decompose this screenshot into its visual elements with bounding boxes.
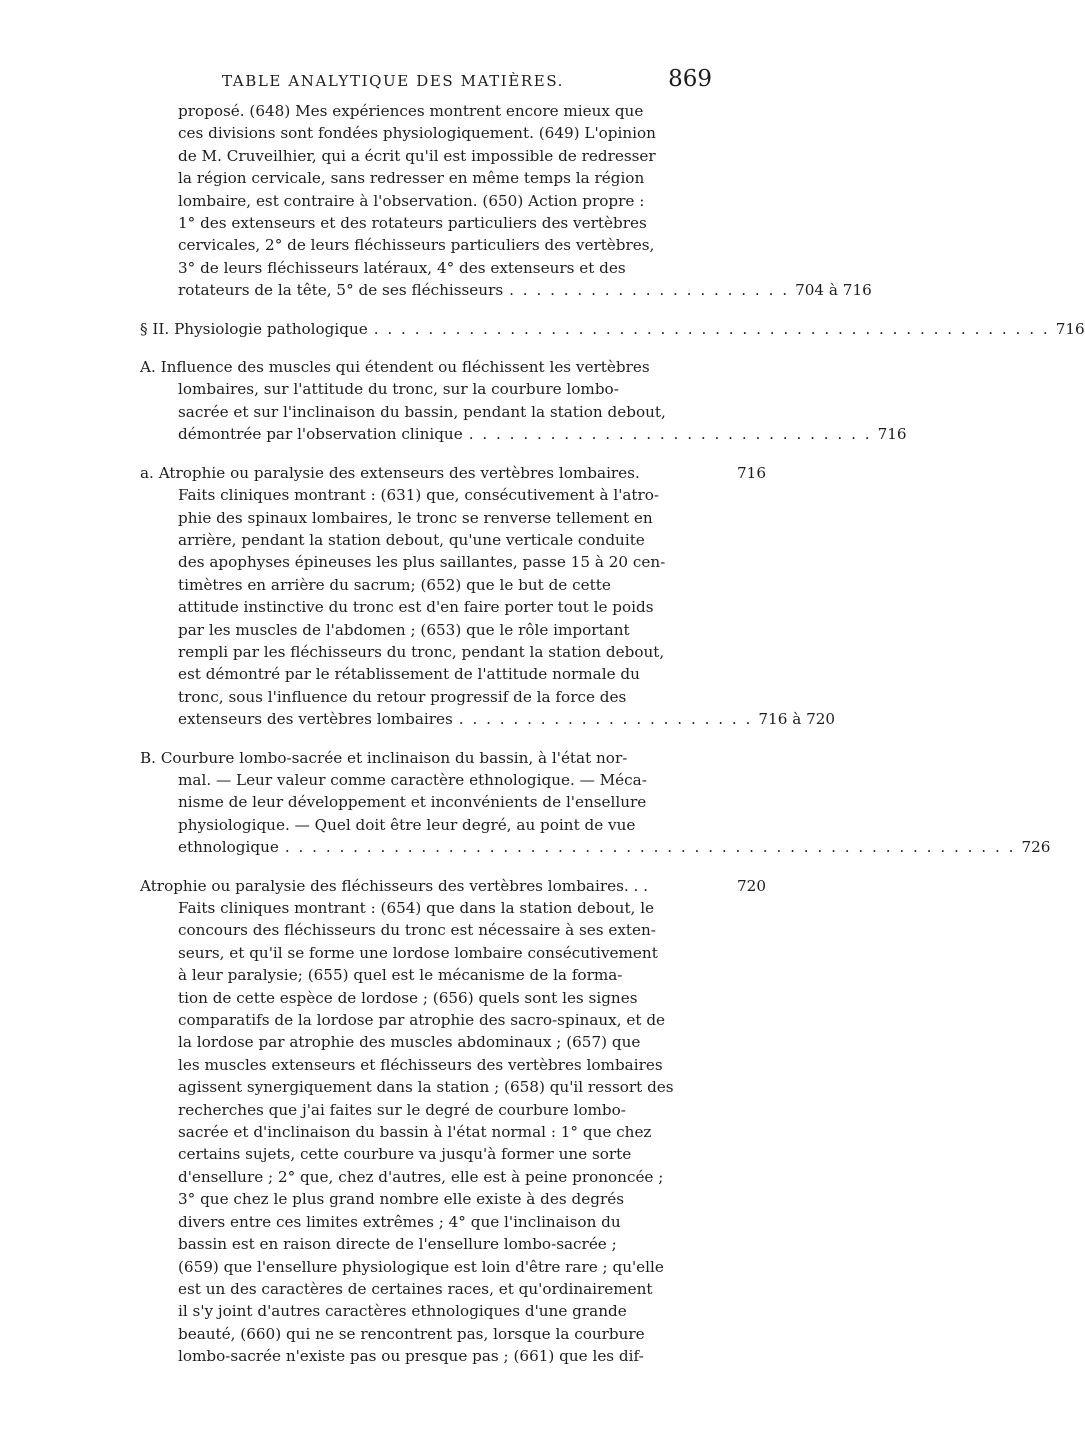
text-line: timètres en arrière du sacrum; (652) que le but de cette (178, 575, 611, 594)
page-header (222, 66, 712, 94)
text-line: par les muscles de l'abdomen ; (653) que le rôle important (178, 620, 630, 639)
leader-dots: . . . . . . . . . . . . . . . . . . . . . . (458, 710, 753, 729)
text-line: lombaire, est contraire à l'observation. (650) Action propre : (178, 191, 645, 210)
entry-heading (140, 462, 766, 484)
page-reference: 716 (1055, 319, 1085, 338)
text-line: phie des spinaux lombaires, le tronc se renverse tellement en (178, 508, 653, 527)
text-line: la lordose par atrophie des muscles abdominaux ; (657) que (178, 1033, 641, 1052)
text-line: tion de cette espèce de lordose ; (656) quels sont les signes (178, 988, 638, 1007)
leader-dots: . . . . . . . . . . . . . . . . . . . . . (509, 281, 790, 300)
body-text (140, 100, 1085, 1368)
continuation-paragraph (140, 100, 872, 302)
text-line: (659) que l'ensellure physiologique est loin d'être rare ; qu'elle (178, 1257, 664, 1276)
toc-line (178, 279, 872, 301)
section-title: § II. Physiologie pathologique (140, 319, 368, 338)
text-line: il s'y joint d'autres caractères ethnologiques d'une grande (178, 1302, 627, 1321)
text-line: extenseurs des vertèbres lombaires (178, 710, 453, 729)
text-line: arrière, pendant la station debout, qu'une verticale conduite (178, 530, 645, 549)
text-line: lombo-sacrée n'existe pas ou presque pas ; (661) que les dif- (178, 1347, 644, 1366)
entry-a-upper (140, 356, 907, 446)
text-line: d'ensellure ; 2° que, chez d'autres, elle est à peine prononcée ; (178, 1167, 664, 1186)
text-line: ces divisions sont fondées physiologiquement. (649) L'opinion (178, 124, 656, 143)
text-line: concours des fléchisseurs du tronc est nécessaire à ses exten- (178, 921, 656, 940)
entry-b (140, 747, 1051, 859)
toc-line (178, 423, 907, 445)
page-reference: 726 (1021, 838, 1051, 857)
text-line: cervicales, 2° de leurs fléchisseurs particuliers des vertèbres, (178, 236, 655, 255)
text-line: 3° que chez le plus grand nombre elle existe à des degrés (178, 1190, 624, 1209)
text-line: beauté, (660) qui ne se rencontrent pas, lorsque la courbure (178, 1324, 645, 1343)
text-line: physiologique. — Quel doit être leur degré, au point de vue (178, 815, 636, 834)
page-reference: 716 (737, 463, 766, 482)
text-line: sacrée et d'inclinaison du bassin à l'état normal : 1° que chez (178, 1123, 652, 1142)
text-line: recherches que j'ai faites sur le degré de courbure lombo- (178, 1100, 626, 1119)
text-line: proposé. (648) Mes expériences montrent encore mieux que (178, 102, 644, 120)
text-line: bassin est en raison directe de l'ensellure lombo-sacrée ; (178, 1235, 617, 1254)
text-line: de M. Cruveilhier, qui a écrit qu'il est impossible de redresser (178, 146, 656, 165)
text-line: divers entre ces limites extrêmes ; 4° que l'inclinaison du (178, 1212, 621, 1231)
text-line: à leur paralysie; (655) quel est le mécanisme de la forma- (178, 966, 623, 985)
page-reference: 716 à 720 (758, 710, 836, 729)
entry-a-lower (140, 462, 836, 731)
text-line: la région cervicale, sans redresser en même temps la région (178, 169, 645, 188)
text-line: agissent synergiquement dans la station ; (658) qu'il ressort des (178, 1078, 674, 1097)
text-line: nisme de leur développement et inconvénients de l'ensellure (178, 793, 647, 812)
text-line: est démontré par le rétablissement de l'attitude normale du (178, 665, 640, 684)
text-line: des apophyses épineuses les plus saillantes, passe 15 à 20 cen- (178, 553, 666, 572)
leader-dots: . . . . . . . . . . . . . . . . . . . . . . . . . . . . . . . . . . . . . . . . . . . . . . . . . . . . . . (284, 838, 1016, 857)
toc-line (178, 836, 1051, 858)
text-line: seurs, et qu'il se forme une lordose lombaire consécutivement (178, 943, 658, 962)
page-number: 869 (668, 66, 712, 92)
text-line: lombaires, sur l'attitude du tronc, sur la courbure lombo- (178, 380, 619, 399)
text-line: Faits cliniques montrant : (631) que, consécutivement à l'atro- (178, 486, 660, 505)
section-heading (140, 318, 1085, 340)
text-line: Faits cliniques montrant : (654) que dans la station debout, le (178, 899, 655, 917)
text-line: 1° des extenseurs et des rotateurs particuliers des vertèbres (178, 214, 647, 233)
text-line: est un des caractères de certaines races, et qu'ordinairement (178, 1279, 653, 1298)
text-line: comparatifs de la lordose par atrophie des sacro-spinaux, et de (178, 1011, 666, 1030)
toc-line (178, 708, 836, 730)
page-reference: 716 (877, 425, 907, 444)
text-line: mal. — Leur valeur comme caractère ethnologique. — Méca- (178, 770, 647, 789)
page-reference: 720 (737, 876, 766, 895)
text-line: A. Influence des muscles qui étendent ou fléchissent les vertèbres (140, 358, 650, 377)
entry-title: a. Atrophie ou paralysie des extenseurs des vertèbres lombaires. (140, 463, 640, 482)
text-line: attitude instinctive du tronc est d'en faire porter tout le poids (178, 598, 654, 617)
text-line: certains sujets, cette courbure va jusqu'à former une sorte (178, 1145, 632, 1164)
entry-title: Atrophie ou paralysie des fléchisseurs des vertèbres lombaires. . . (140, 876, 649, 895)
running-title: TABLE ANALYTIQUE DES MATIÈRES. (222, 72, 565, 90)
leader-dots: . . . . . . . . . . . . . . . . . . . . . . . . . . . . . . . . . . . . . . . . . . . . . . . . . . (373, 319, 1050, 338)
entry-atrophy-flexors (140, 875, 766, 1368)
page-reference: 704 à 716 (795, 281, 872, 300)
text-line: B. Courbure lombo-sacrée et inclinaison du bassin, à l'état nor- (140, 748, 628, 767)
text-line: rempli par les fléchisseurs du tronc, pendant la station debout, (178, 642, 665, 661)
leader-dots: . . . . . . . . . . . . . . . . . . . . . . . . . . . . . . (468, 425, 872, 444)
text-line: ethnologique (178, 838, 279, 857)
text-line: sacrée et sur l'inclinaison du bassin, pendant la station debout, (178, 402, 666, 421)
text-line: rotateurs de la tête, 5° de ses fléchisseurs (178, 281, 504, 300)
text-line: démontrée par l'observation clinique (178, 425, 463, 444)
text-line: les muscles extenseurs et fléchisseurs des vertèbres lombaires (178, 1055, 663, 1074)
text-line: tronc, sous l'influence du retour progressif de la force des (178, 687, 627, 706)
text-line: 3° de leurs fléchisseurs latéraux, 4° des extenseurs et des (178, 258, 626, 277)
entry-heading (140, 875, 766, 897)
